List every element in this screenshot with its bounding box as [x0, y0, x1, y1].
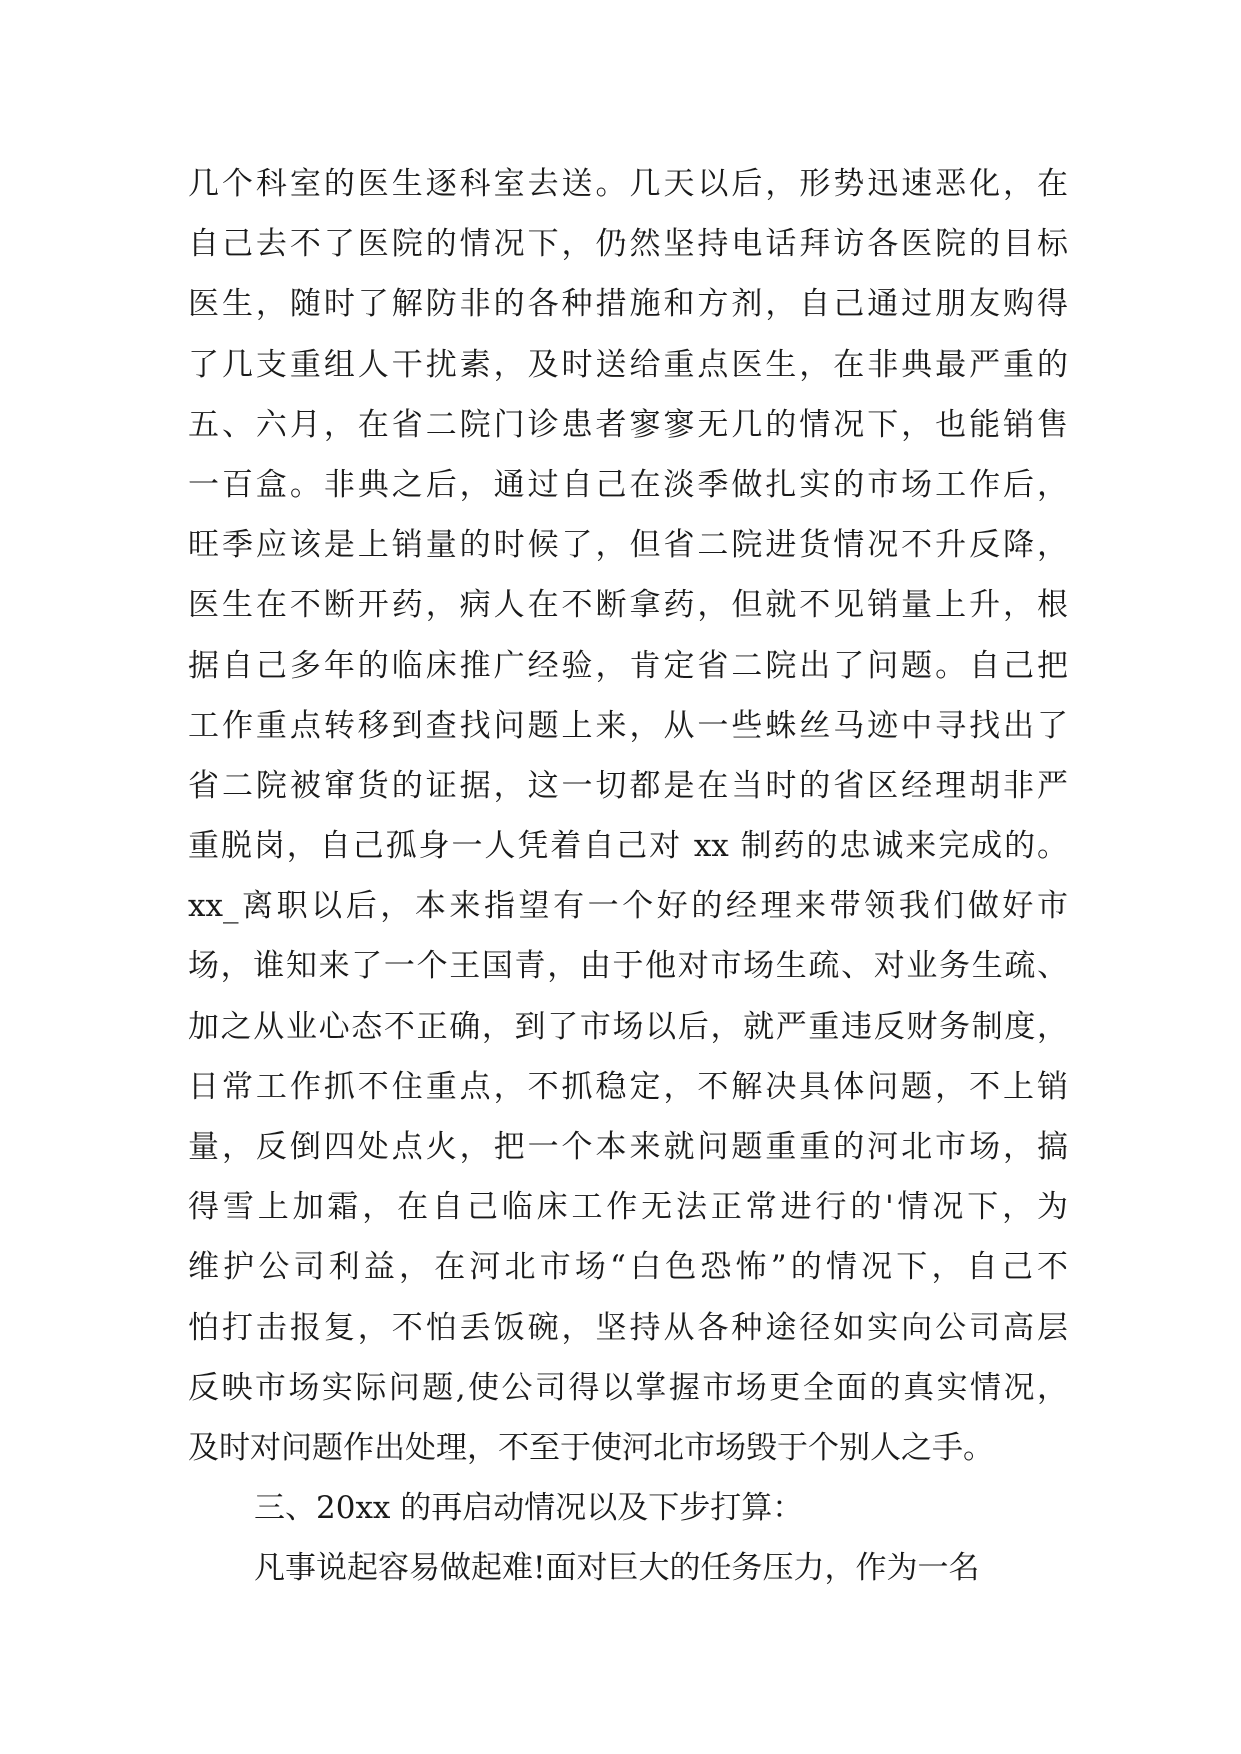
- text-line: 怕打击报复，不怕丢饭碗，坚持从各种途径如实向公司高层: [188, 1309, 1068, 1346]
- text-line: 自己去不了医院的情况下，仍然坚持电话拜访各医院的目标: [188, 226, 1068, 263]
- text-line: 医生，随时了解防非的各种措施和方剂，自己通过朋友购得: [188, 286, 1068, 323]
- text-line: xx_离职以后，本来指望有一个好的经理来带领我们做好市: [188, 888, 1068, 925]
- text-line: 得雪上加霜，在自己临床工作无法正常进行的'情况下，为: [188, 1189, 1068, 1226]
- body-text: [188, 154, 1068, 1599]
- text-line: 了几支重组人干扰素，及时送给重点医生，在非典最严重的: [188, 346, 1068, 383]
- text-line: 医生在不断开药，病人在不断拿药，但就不见销量上升，根: [188, 587, 1068, 624]
- text-line: 几个科室的医生逐科室去送。几天以后，形势迅速恶化，在: [188, 166, 1068, 202]
- text-line: 量，反倒四处点火，把一个本来就问题重重的河北市场，搞: [188, 1129, 1068, 1165]
- text-line: 据自己多年的临床推广经验，肯定省二院出了问题。自己把: [188, 647, 1068, 684]
- text-line: 五、六月，在省二院门诊患者寥寥无几的情况下，也能销售: [188, 406, 1068, 443]
- text-line: 场，谁知来了一个王国青，由于他对市场生疏、对业务生疏、: [188, 948, 1068, 985]
- text-line: 省二院被窜货的证据，这一切都是在当时的省区经理胡非严: [188, 767, 1068, 804]
- text-line: 日常工作抓不住重点，不抓稳定，不解决具体问题，不上销: [188, 1068, 1068, 1105]
- text-line: 工作重点转移到查找问题上来，从一些蛛丝马迹中寻找出了: [188, 707, 1068, 744]
- text-line: 凡事说起容易做起难!面对巨大的任务压力，作为一名: [254, 1550, 980, 1587]
- text-line: 旺季应该是上销量的时候了，但省二院进货情况不升反降，: [188, 527, 1068, 564]
- section-heading: 三、20xx 的再启动情况以及下步打算：: [254, 1490, 804, 1527]
- text-line: 及时对问题作出处理，不至于使河北市场毁于个别人之手。: [188, 1429, 994, 1466]
- text-line: 一百盒。非典之后，通过自己在淡季做扎实的市场工作后，: [188, 466, 1068, 503]
- text-line: 重脱岗，自己孤身一人凭着自己对 xx 制药的忠诚来完成的。: [188, 828, 1068, 865]
- text-line: 维护公司利益，在河北市场“白色恐怖”的情况下，自己不: [188, 1249, 1068, 1286]
- text-line: 反映市场实际问题,使公司得以掌握市场更全面的真实情况，: [188, 1369, 1068, 1406]
- text-line: 加之从业心态不正确，到了市场以后，就严重违反财务制度，: [188, 1008, 1068, 1045]
